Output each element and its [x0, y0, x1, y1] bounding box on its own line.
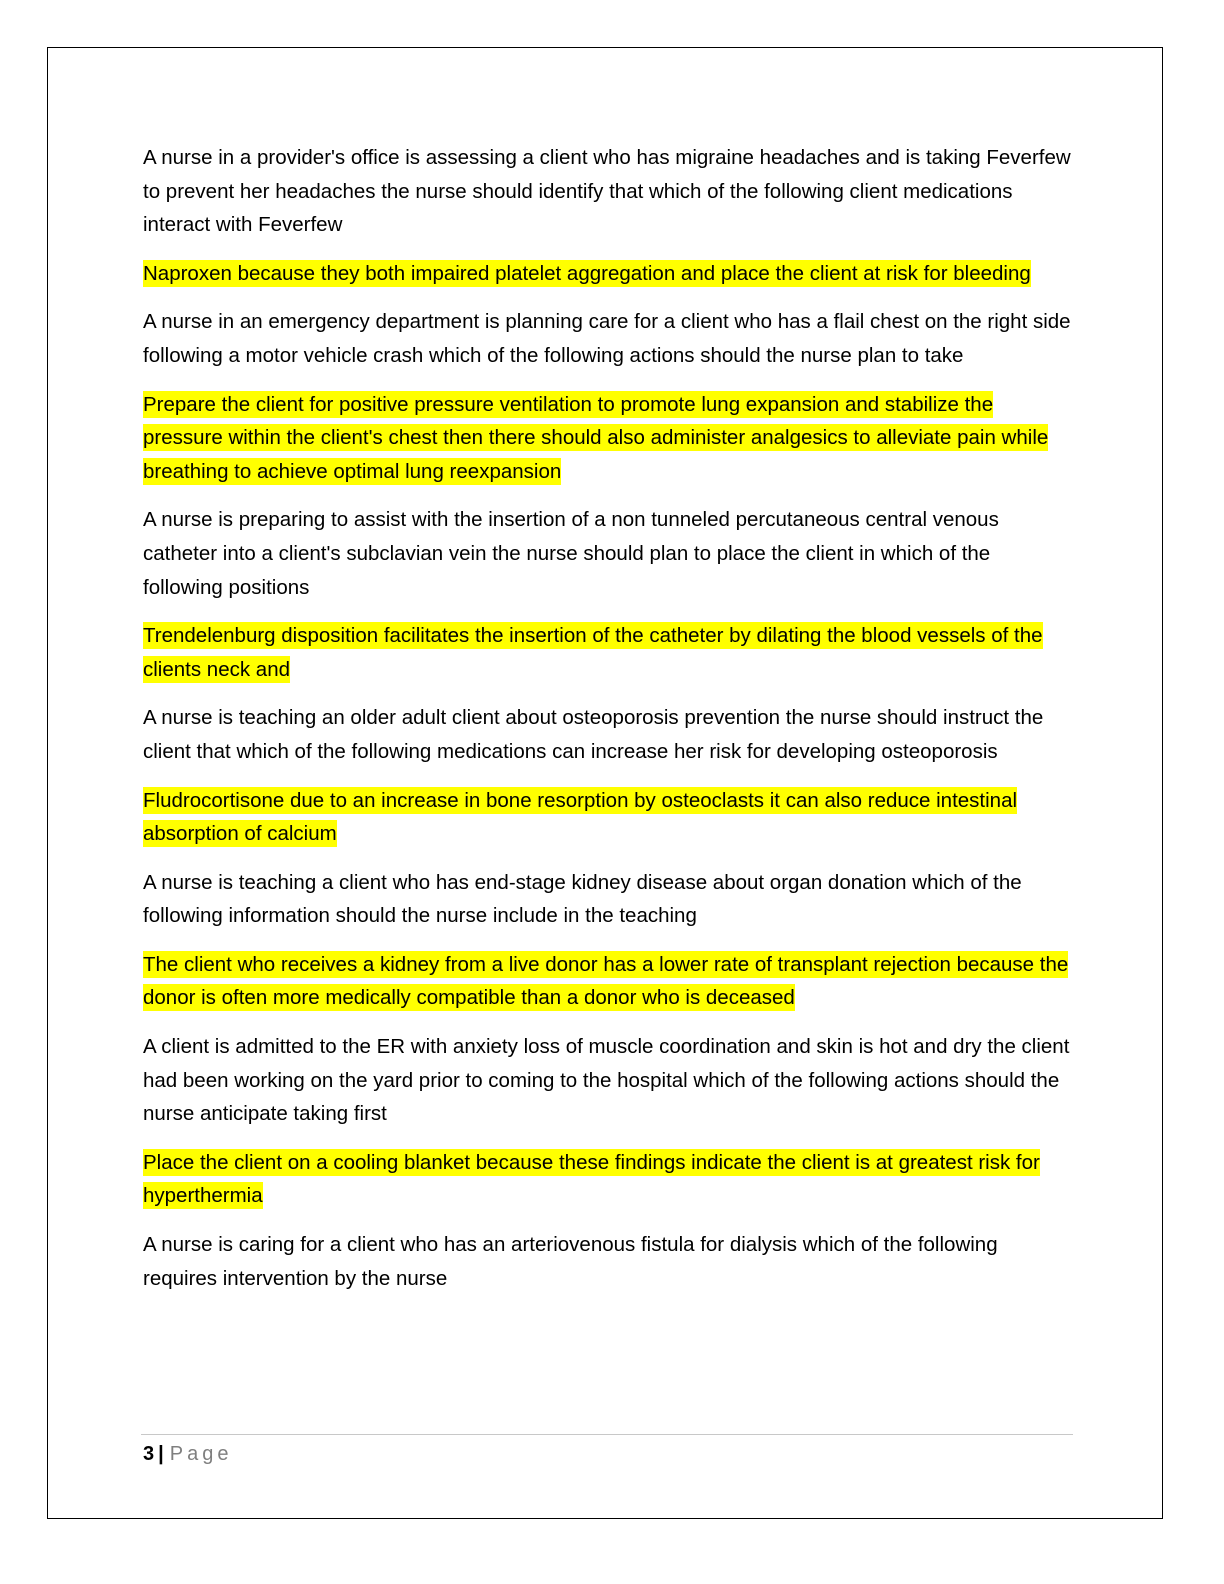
answer-paragraph: [143, 388, 1073, 489]
document-body: [143, 141, 1073, 1310]
question-paragraph: [143, 1030, 1073, 1131]
highlighted-answer-text: The client who receives a kidney from a live donor has a lower rate of transplant rejection because the donor is often more medically compatible than a donor who is deceased: [143, 952, 1069, 1010]
question-paragraph: [143, 305, 1073, 372]
question-paragraph: [143, 866, 1073, 933]
footer-separator: |: [158, 1443, 164, 1465]
footer-divider: [141, 1434, 1073, 1435]
answer-paragraph: [143, 619, 1073, 686]
answer-paragraph: [143, 257, 1073, 291]
question-paragraph: [143, 503, 1073, 604]
answer-paragraph: [143, 784, 1073, 851]
highlighted-answer-text: Place the client on a cooling blanket because these findings indicate the client is at greatest risk for hyperthermia: [143, 1150, 1040, 1208]
paragraph-text: A nurse is caring for a client who has an arteriovenous fistula for dialysis which of the following requires intervention by the nurse: [143, 1233, 998, 1290]
highlighted-answer-text: Prepare the client for positive pressure ventilation to promote lung expansion and stabilize the pressure within the client's chest then there should also administer analgesics to alleviate pain while breathing to achieve optimal lung reexpansion: [143, 392, 1049, 483]
page-number: 3: [143, 1443, 155, 1465]
paragraph-text: A nurse in an emergency department is planning care for a client who has a flail chest on the right side following a motor vehicle crash which of the following actions should the nurse plan to take: [143, 310, 1071, 367]
paragraph-text: A nurse in a provider's office is assessing a client who has migraine headaches and is taking Feverfew to prevent her headaches the nurse should identify that which of the following client medications interact with Feverfew: [143, 146, 1071, 237]
paragraph-text: A nurse is preparing to assist with the insertion of a non tunneled percutaneous central venous catheter into a client's subclavian vein the nurse should plan to place the client in which of the following positions: [143, 508, 999, 599]
highlighted-answer-text: Naproxen because they both impaired platelet aggregation and place the client at risk for bleeding: [143, 261, 1031, 285]
paragraph-text: A nurse is teaching a client who has end-stage kidney disease about organ donation which of the following information should the nurse include in the teaching: [143, 870, 1022, 928]
page-footer: [143, 1440, 232, 1468]
highlighted-answer-text: Fludrocortisone due to an increase in bone resorption by osteoclasts it can also reduce intestinal absorption of calcium: [143, 788, 1018, 846]
paragraph-text: A client is admitted to the ER with anxiety loss of muscle coordination and skin is hot and dry the client had been working on the yard prior to coming to the hospital which of the following actions should the nurse anticipate taking first: [143, 1035, 1070, 1126]
question-paragraph: [143, 701, 1073, 768]
answer-paragraph: [143, 948, 1073, 1015]
answer-paragraph: [143, 1146, 1073, 1213]
question-paragraph: [143, 1228, 1073, 1295]
highlighted-answer-text: Trendelenburg disposition facilitates the insertion of the catheter by dilating the blood vessels of the clients neck and: [143, 624, 1043, 681]
question-paragraph: [143, 141, 1073, 242]
page-label: Page: [169, 1443, 233, 1465]
paragraph-text: A nurse is teaching an older adult client about osteoporosis prevention the nurse should instruct the client that which of the following medications can increase her risk for developing osteoporosis: [143, 706, 1044, 763]
